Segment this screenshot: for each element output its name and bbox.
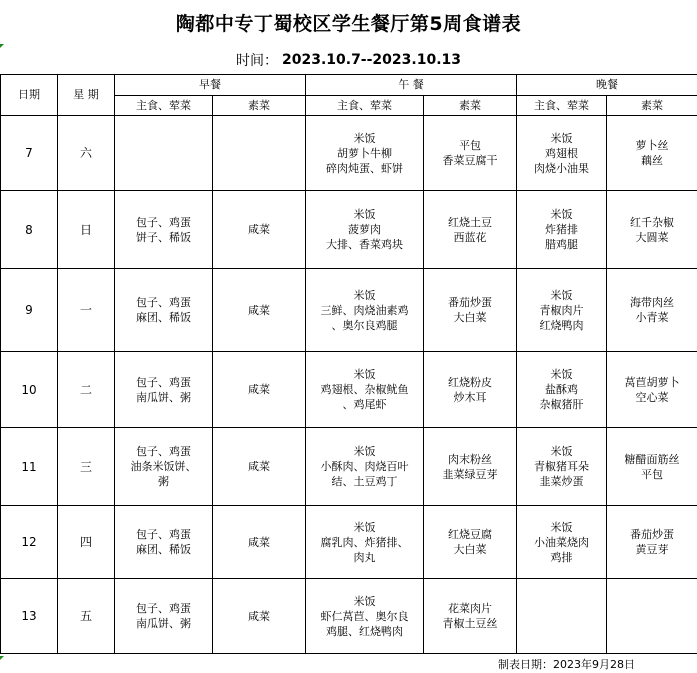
table-row	[1, 191, 697, 269]
cell-bf-veg: 咸菜	[213, 269, 306, 352]
cell-lu-veg: 肉末粉丝 韭菜绿豆芽	[424, 428, 517, 506]
cell-lu-veg: 红烧粉皮 炒木耳	[424, 352, 517, 428]
cell-bf-veg: 咸菜	[213, 428, 306, 506]
table-row	[1, 506, 697, 579]
cell-bf-main	[115, 116, 213, 191]
table-row	[1, 269, 697, 352]
table-row	[1, 579, 697, 654]
cell-date: 9	[1, 269, 58, 352]
cell-lu-veg: 番茄炒蛋 大白菜	[424, 269, 517, 352]
cell-lu-veg: 红烧豆腐 大白菜	[424, 506, 517, 579]
header-dinner: 晚餐	[517, 75, 697, 96]
cell-lu-main: 米饭 虾仁莴苣、奥尔良 鸡腿、红烧鸭肉	[306, 579, 424, 654]
cell-di-main: 米饭 鸡翅根 肉烧小油果	[517, 116, 607, 191]
cell-week: 日	[58, 191, 115, 269]
cell-di-veg	[607, 579, 697, 654]
cell-week: 三	[58, 428, 115, 506]
cell-bf-main: 包子、鸡蛋 麻团、稀饭	[115, 269, 213, 352]
cell-date: 11	[1, 428, 58, 506]
cell-di-veg: 海带肉丝 小青菜	[607, 269, 697, 352]
page-title: 陶都中专丁蜀校区学生餐厅第5周食谱表	[175, 12, 522, 35]
header-lu-veg: 素菜	[424, 96, 517, 116]
cell-bf-veg: 咸菜	[213, 506, 306, 579]
cell-di-veg: 红千杂椒 大圆菜	[607, 191, 697, 269]
cell-bf-main: 包子、鸡蛋 油条米饭饼、 粥	[115, 428, 213, 506]
cell-di-main: 米饭 盐酥鸡 杂椒猪肝	[517, 352, 607, 428]
cell-di-veg: 萝卜丝 藕丝	[607, 116, 697, 191]
header-lu-staple: 主食、荤菜	[306, 96, 424, 116]
cell-di-main: 米饭 青椒猪耳朵 韭菜炒蛋	[517, 428, 607, 506]
cell-bf-main: 包子、鸡蛋 南瓜饼、粥	[115, 352, 213, 428]
cell-week: 一	[58, 269, 115, 352]
footer-date: 制表日期：2023年9月28日	[498, 658, 635, 671]
header-bf-veg: 素菜	[213, 96, 306, 116]
date-range	[0, 46, 697, 74]
cell-di-main: 米饭 炸猪排 腊鸡腿	[517, 191, 607, 269]
cell-bf-veg: 咸菜	[213, 352, 306, 428]
menu-table	[0, 74, 697, 654]
header-di-staple: 主食、荤菜	[517, 96, 607, 116]
header-lunch: 午 餐	[306, 75, 517, 96]
cell-bf-main: 包子、鸡蛋 麻团、稀饭	[115, 506, 213, 579]
cell-di-veg: 糖醋面筋丝 平包	[607, 428, 697, 506]
cell-lu-main: 米饭 胡萝卜牛柳 碎肉炖蛋、虾饼	[306, 116, 424, 191]
date-range-label: 时间：	[235, 53, 278, 69]
cell-lu-main: 米饭 三鲜、肉烧油素鸡 、奥尔良鸡腿	[306, 269, 424, 352]
cell-lu-veg: 红烧土豆 西蓝花	[424, 191, 517, 269]
cell-date: 10	[1, 352, 58, 428]
cell-date: 7	[1, 116, 58, 191]
cell-date: 8	[1, 191, 58, 269]
cell-bf-veg	[213, 116, 306, 191]
table-row	[1, 116, 697, 191]
cell-lu-main: 米饭 菠萝肉 大排、香菜鸡块	[306, 191, 424, 269]
cell-date: 12	[1, 506, 58, 579]
cell-lu-veg: 花菜肉片 青椒土豆丝	[424, 579, 517, 654]
header-breakfast: 早餐	[115, 75, 306, 96]
cell-week: 六	[58, 116, 115, 191]
cell-week: 五	[58, 579, 115, 654]
cell-marker-icon	[0, 656, 4, 660]
date-range-value: 2023.10.7--2023.10.13	[281, 52, 461, 68]
cell-di-veg: 番茄炒蛋 黄豆芽	[607, 506, 697, 579]
cell-di-main	[517, 579, 607, 654]
table-row	[1, 428, 697, 506]
cell-bf-veg: 咸菜	[213, 191, 306, 269]
cell-lu-veg: 平包 香菜豆腐干	[424, 116, 517, 191]
cell-week: 二	[58, 352, 115, 428]
header-di-veg: 素菜	[607, 96, 697, 116]
cell-bf-main: 包子、鸡蛋 饼子、稀饭	[115, 191, 213, 269]
cell-bf-main: 包子、鸡蛋 南瓜饼、粥	[115, 579, 213, 654]
cell-di-veg: 莴苣胡萝卜 空心菜	[607, 352, 697, 428]
table-row	[1, 352, 697, 428]
cell-date: 13	[1, 579, 58, 654]
cell-week: 四	[58, 506, 115, 579]
header-week: 星 期	[58, 75, 115, 116]
cell-di-main: 米饭 青椒肉片 红烧鸭肉	[517, 269, 607, 352]
cell-bf-veg: 咸菜	[213, 579, 306, 654]
cell-di-main: 米饭 小油菜烧肉 鸡排	[517, 506, 607, 579]
cell-lu-main: 米饭 小酥肉、肉烧百叶 结、土豆鸡丁	[306, 428, 424, 506]
cell-lu-main: 米饭 腐乳肉、炸猪排、 肉丸	[306, 506, 424, 579]
cell-lu-main: 米饭 鸡翅根、杂椒鱿鱼 、鸡尾虾	[306, 352, 424, 428]
header-bf-staple: 主食、荤菜	[115, 96, 213, 116]
header-date: 日期	[1, 75, 58, 116]
